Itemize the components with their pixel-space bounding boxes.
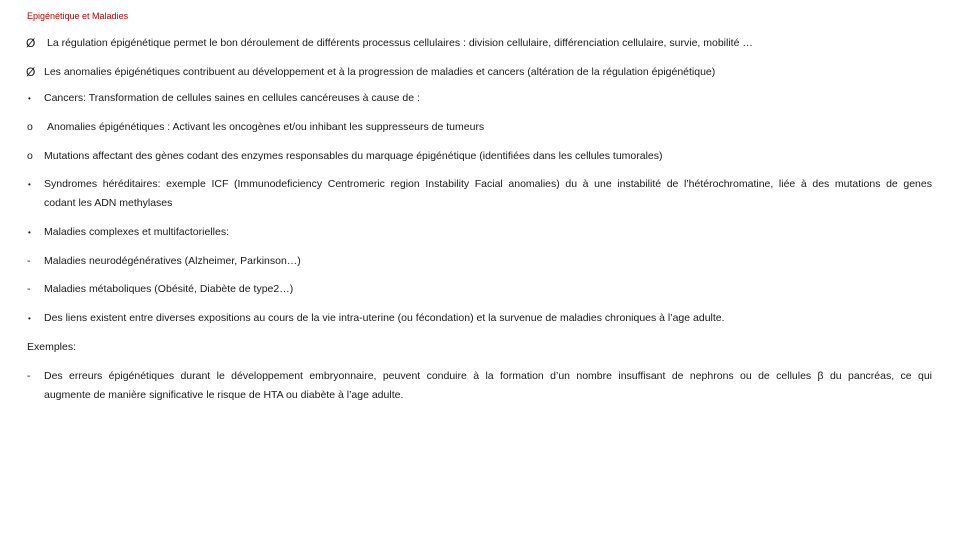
arrow-bullet-icon: Ø xyxy=(26,36,36,50)
examples-label: Exemples: xyxy=(27,341,77,353)
example-text: Des erreurs épigénétiques durant le développement embryonnaire, peuvent conduire à la formation d’un nombre insuffisant de nephrons ou de cellules β du pancréas, ce qui xyxy=(44,370,932,382)
example-text-continued: augmente de manière significative le risque de HTA ou diabète à l’age adulte. xyxy=(44,389,404,401)
slide-title: Epigénétique et Maladies xyxy=(27,11,129,21)
list-item-text: Maladies complexes et multifactorielles: xyxy=(44,226,229,238)
list-item-text: Cancers: Transformation de cellules saines en cellules cancéreuses à cause de : xyxy=(44,92,420,104)
list-item-text: Anomalies épigénétiques : Activant les oncogènes et/ou inhibant les suppresseurs de tumeurs xyxy=(47,121,485,133)
arrow-bullet-icon: Ø xyxy=(26,65,36,79)
list-item-text-continued: codant les ADN methylases xyxy=(44,197,173,209)
dot-bullet-icon: • xyxy=(28,228,31,237)
list-item-text: La régulation épigénétique permet le bon déroulement de différents processus cellulaires : division cellulaire, différenciation cellulaire, survie, mobilité … xyxy=(47,37,753,49)
dot-bullet-icon: • xyxy=(28,180,31,189)
list-item-text: Les anomalies épigénétiques contribuent au développement et à la progression de maladies et cancers (altération de la régulation épigénétique) xyxy=(44,66,716,78)
dot-bullet-icon: • xyxy=(28,94,31,103)
dot-bullet-icon: • xyxy=(28,314,31,323)
dash-bullet-icon: - xyxy=(27,370,31,382)
dash-bullet-icon: - xyxy=(27,283,31,295)
list-item-text: Maladies neurodégénératives (Alzheimer, Parkinson…) xyxy=(44,255,301,267)
dash-bullet-icon: - xyxy=(27,255,31,267)
list-item-text: Des liens existent entre diverses expositions au cours de la vie intra-uterine (ou fécondation) et la survenue de maladies chroniques à l’age adulte. xyxy=(44,312,725,324)
circle-bullet-icon: o xyxy=(27,121,33,133)
list-item-text: Syndromes héréditaires: exemple ICF (Immunodeficiency Centromeric region Instability Facial anomalies) du à une instabilité de l’hétérochromatine, liée à des mutations de genes xyxy=(44,178,932,190)
list-item-text: Mutations affectant des gènes codant des enzymes responsables du marquage épigénétique (identifiées dans les cellules tumorales) xyxy=(44,150,663,162)
circle-bullet-icon: o xyxy=(27,150,33,162)
list-item-text: Maladies métaboliques (Obésité, Diabète de type2…) xyxy=(44,283,294,295)
